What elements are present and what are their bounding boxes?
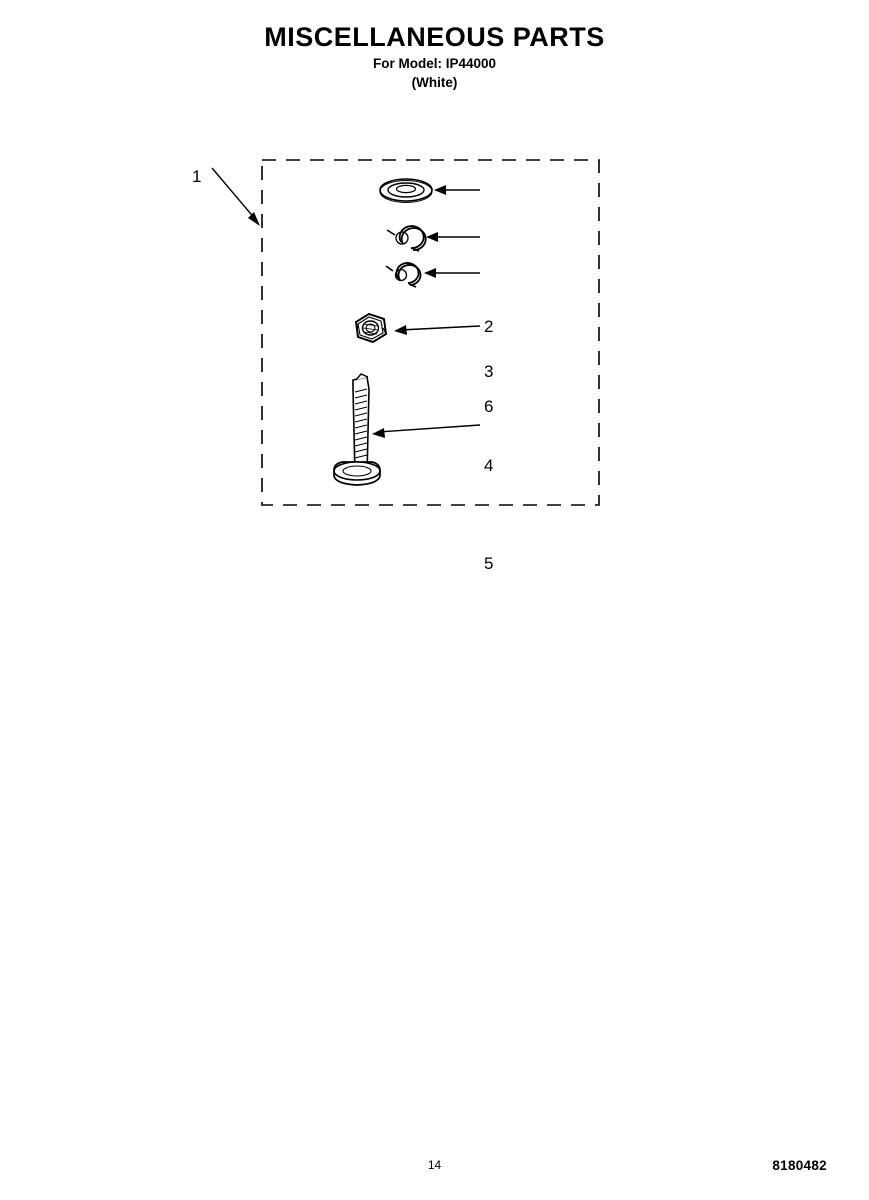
leader-line-1 — [212, 168, 256, 220]
page-title: MISCELLANEOUS PARTS — [264, 22, 605, 52]
page-number: 14 — [427, 1158, 442, 1172]
callout-label-2: 2 — [484, 317, 494, 336]
leader-arrow-3 — [426, 232, 438, 242]
part-retaining-clip-6 — [386, 263, 421, 287]
callout-label-4: 4 — [484, 456, 494, 475]
group-boundary-dashed-rect — [262, 160, 599, 505]
diagram-canvas — [150, 140, 670, 540]
leader-arrow-2 — [434, 185, 446, 195]
parts-diagram — [150, 140, 670, 573]
leader-arrow-5 — [372, 428, 385, 438]
color-line: (White) — [411, 75, 458, 90]
leader-line-5 — [378, 425, 480, 432]
document-number: 8180482 — [772, 1158, 827, 1173]
leader-line-4 — [400, 326, 480, 330]
part-flat-washer — [380, 179, 432, 203]
model-line: For Model: IP44000 — [372, 56, 497, 71]
callout-label-5: 5 — [484, 554, 494, 573]
leader-arrow-6 — [424, 268, 436, 278]
callout-label-6: 6 — [484, 397, 494, 416]
callout-label-3: 3 — [484, 362, 494, 381]
leader-arrow-4 — [394, 325, 407, 335]
leader-arrow-1 — [248, 212, 260, 226]
part-retaining-clip-3 — [387, 226, 426, 251]
callout-label-1: 1 — [192, 167, 202, 186]
part-leveling-leg — [334, 374, 380, 485]
part-hex-nut — [356, 314, 386, 342]
